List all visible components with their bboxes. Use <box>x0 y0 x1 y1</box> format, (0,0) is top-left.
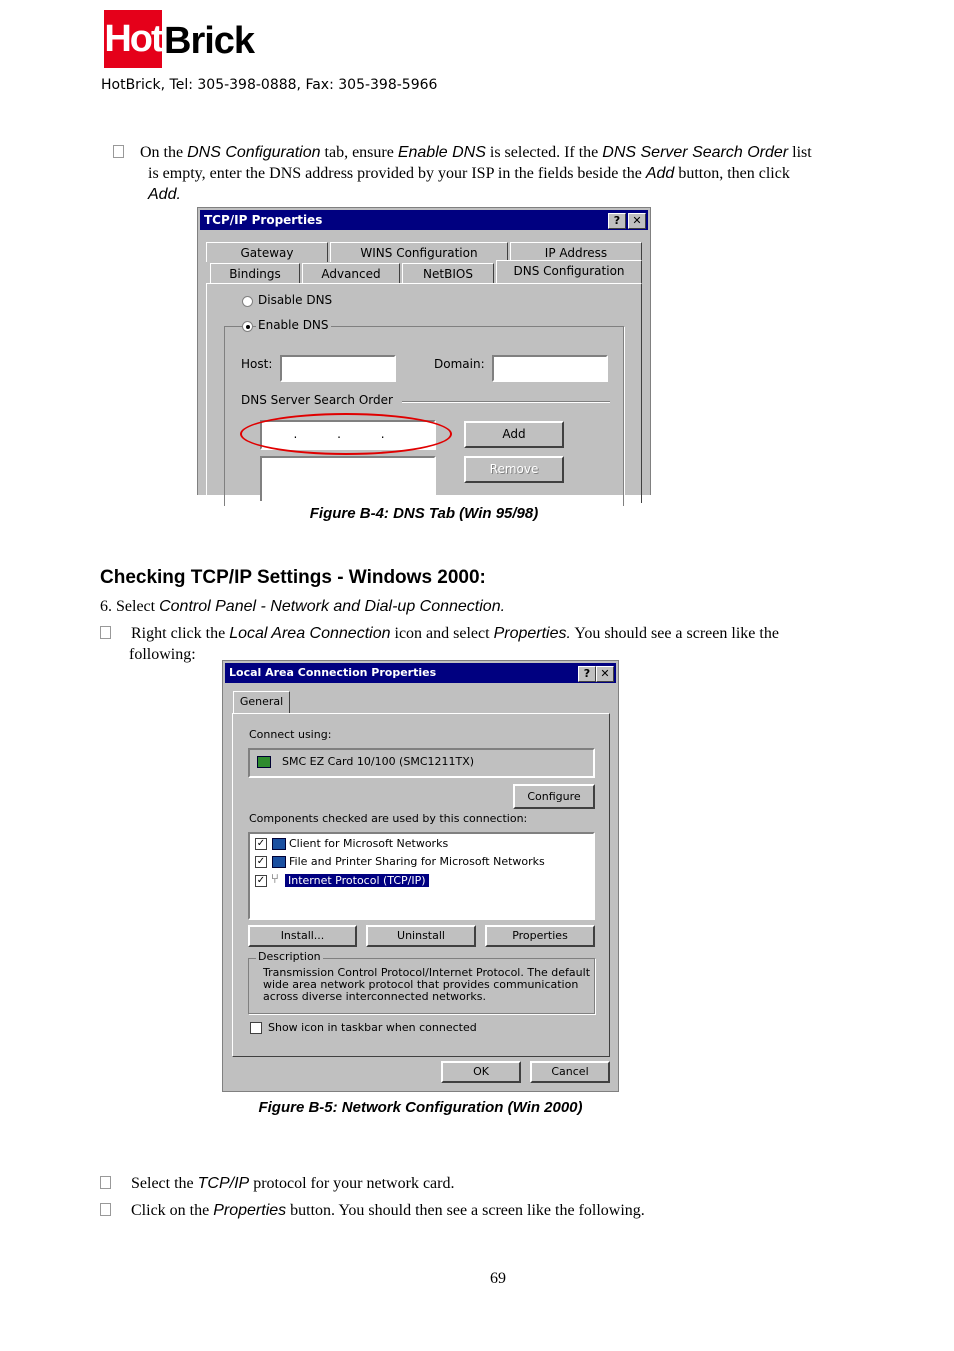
bullet-icon <box>113 145 124 158</box>
highlight-ellipse <box>240 413 452 455</box>
tab-netbios[interactable]: NetBIOS <box>402 263 494 283</box>
section-heading: Checking TCP/IP Settings - Windows 2000: <box>100 567 486 588</box>
text: following: <box>129 646 196 663</box>
network-card-icon <box>257 756 271 768</box>
adapter-name: SMC EZ Card 10/100 (SMC1211TX) <box>282 755 475 768</box>
tab-general[interactable]: General <box>233 691 290 714</box>
selected-component[interactable]: Internet Protocol (TCP/IP) <box>285 874 429 887</box>
text: list <box>788 144 812 161</box>
dns-server-list[interactable] <box>260 456 436 501</box>
description-label: Description <box>258 950 321 963</box>
file-printer-sharing-icon <box>272 856 286 868</box>
component-checkbox[interactable]: ✓ <box>256 838 266 849</box>
client-network-icon <box>272 838 286 850</box>
search-order-label: DNS Server Search Order <box>241 393 393 407</box>
text: On the <box>140 144 188 161</box>
text: Click on the <box>131 1202 214 1219</box>
host-input[interactable] <box>280 355 396 382</box>
tab-advanced[interactable]: Advanced <box>302 263 400 283</box>
text: 6. Select <box>100 598 160 615</box>
disable-dns-radio[interactable] <box>242 296 253 307</box>
host-label: Host: <box>241 357 273 371</box>
italic-term: Properties. <box>493 625 571 642</box>
adapter-box <box>248 748 595 778</box>
tab-bindings[interactable]: Bindings <box>210 263 300 283</box>
step-6 <box>100 596 505 617</box>
italic-term: DNS Configuration <box>187 144 321 161</box>
dialog-title: TCP/IP Properties <box>204 213 323 227</box>
tab-ip-address[interactable]: IP Address <box>510 242 642 262</box>
italic-term: TCP/IP <box>197 1175 250 1192</box>
close-icon[interactable]: ✕ <box>596 666 614 682</box>
italic-term: Add. <box>148 186 181 203</box>
tab-dns-configuration[interactable]: DNS Configuration <box>496 260 642 283</box>
figure-b4-caption: Figure B-4: DNS Tab (Win 95/98) <box>309 505 539 522</box>
text: Select the <box>131 1175 198 1192</box>
italic-term: Enable DNS <box>397 144 486 161</box>
description-line: wide area network protocol that provides communication <box>263 978 579 991</box>
ok-button[interactable]: OK <box>441 1061 521 1083</box>
install-button[interactable]: Install... <box>248 925 357 947</box>
component-label[interactable]: File and Printer Sharing for Microsoft Networks <box>289 855 545 868</box>
right-click-instruction <box>100 623 900 665</box>
select-tcpip-instruction <box>100 1173 454 1194</box>
enable-dns-label: Enable DNS <box>258 318 329 332</box>
separator-line <box>402 401 610 403</box>
properties-button[interactable]: Properties <box>485 925 595 947</box>
help-icon[interactable]: ? <box>608 213 626 229</box>
connect-using-label: Connect using: <box>249 728 332 741</box>
text: Right click the <box>131 625 230 642</box>
show-icon-checkbox[interactable] <box>250 1022 262 1034</box>
hotbrick-logo <box>104 10 254 68</box>
italic-term: Add <box>645 165 675 182</box>
component-label-selected[interactable] <box>285 874 429 887</box>
bullet-icon <box>100 626 111 639</box>
dialog-titlebar <box>200 210 648 230</box>
description-line: Transmission Control Protocol/Internet Protocol. The default <box>263 966 591 979</box>
component-label[interactable]: Client for Microsoft Networks <box>289 837 449 850</box>
ip-dots: . . . <box>293 427 403 441</box>
domain-label: Domain: <box>434 357 485 371</box>
text: is selected. If the <box>485 144 603 161</box>
logo-brick-text: Brick <box>164 20 255 62</box>
component-checkbox[interactable]: ✓ <box>256 856 266 867</box>
enable-dns-radio[interactable] <box>242 321 253 332</box>
italic-term: Control Panel - Network and Dial-up Connection. <box>159 598 506 615</box>
contact-line: HotBrick, Tel: 305-398-0888, Fax: 305-398-5966 <box>101 77 438 93</box>
remove-button[interactable]: Remove <box>464 456 564 483</box>
logo-hot-text: Hot <box>104 10 162 68</box>
italic-term: Properties <box>213 1202 287 1219</box>
tab-gateway[interactable]: Gateway <box>206 242 328 262</box>
text: You should see a screen like the <box>570 625 779 642</box>
text: protocol for your network card. <box>249 1175 455 1192</box>
description-text <box>263 967 590 1003</box>
dialog-title: Local Area Connection Properties <box>229 666 437 679</box>
disable-dns-label: Disable DNS <box>258 293 333 307</box>
text: button, then click <box>674 165 790 182</box>
components-list[interactable] <box>248 832 595 920</box>
bullet-icon <box>100 1176 111 1189</box>
show-icon-label: Show icon in taskbar when connected <box>268 1021 477 1034</box>
click-properties-instruction <box>100 1200 645 1221</box>
text: is empty, enter the DNS address provided by your ISP in the fields beside the <box>148 165 646 182</box>
text: button. You should then see a screen like the following. <box>286 1202 645 1219</box>
close-icon[interactable]: ✕ <box>628 213 646 229</box>
italic-term: DNS Server Search Order <box>602 144 789 161</box>
page-number: 69 <box>490 1270 506 1287</box>
help-icon[interactable]: ? <box>578 666 596 682</box>
add-button[interactable]: Add <box>464 421 564 448</box>
description-line: across diverse interconnected networks. <box>263 990 486 1003</box>
tcpip-properties-dialog <box>197 207 651 495</box>
domain-input[interactable] <box>492 355 608 382</box>
dns-instruction <box>113 142 903 205</box>
cancel-button[interactable]: Cancel <box>530 1061 610 1083</box>
text: tab, ensure <box>320 144 398 161</box>
dialog-titlebar <box>225 663 616 683</box>
uninstall-button[interactable]: Uninstall <box>366 925 476 947</box>
tab-wins-configuration[interactable]: WINS Configuration <box>330 242 508 262</box>
italic-term: Local Area Connection <box>229 625 391 642</box>
protocol-icon: ⑂ <box>271 872 279 887</box>
component-checkbox[interactable]: ✓ <box>256 875 266 886</box>
components-label: Components checked are used by this connection: <box>249 812 528 825</box>
lan-properties-dialog <box>222 660 619 1092</box>
configure-button[interactable]: Configure <box>513 784 595 809</box>
text: icon and select <box>390 625 494 642</box>
figure-b5-caption: Figure B-5: Network Configuration (Win 2000) <box>258 1099 583 1116</box>
bullet-icon <box>100 1203 111 1216</box>
